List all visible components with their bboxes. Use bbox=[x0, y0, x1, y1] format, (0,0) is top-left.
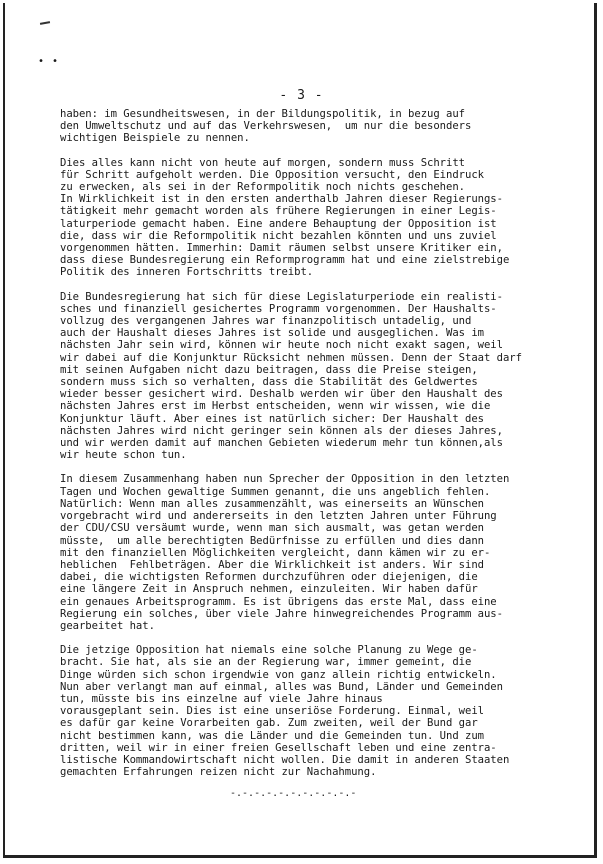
text-line: vorausgeplant sein. Dies ist eine unseriöse Forderung. Einmal, weil bbox=[60, 705, 484, 718]
text-line: wir heute schon tun. bbox=[60, 449, 187, 462]
text-line: die, dass wir die Reformpolitik nicht bezahlen könnten und uns zuviel bbox=[60, 229, 497, 242]
text-line: nächsten Jahr sein wird, können wir heute noch nicht exakt sagen, weil bbox=[60, 339, 503, 352]
text-line: wieder besser gesichert wird. Deshalb werden wir über den Haushalt des bbox=[60, 388, 503, 401]
text-line: Natürlich: Wenn man alles zusammenzählt, was einerseits an Wünschen bbox=[60, 497, 484, 510]
text-line: Politik des inneren Fortschritts treibt. bbox=[60, 266, 314, 279]
text-line: dritten, weil wir in einer freien Gesellschaft leben und eine zentra- bbox=[60, 741, 497, 754]
text-line: müsste, um alle berechtigten Bedürfnisse zu erfüllen und dies dann bbox=[60, 534, 484, 547]
text-line: vorgenommen hätten. Immerhin: Damit räumen selbst unsere Kritiker ein, bbox=[60, 242, 503, 255]
text-line: sondern muss sich so verhalten, dass die Stabilität des Geldwertes bbox=[60, 376, 478, 389]
text-line: sches und finanziell gesichertes Programm vorgenommen. Der Haushalts- bbox=[60, 302, 497, 315]
footer-separator: -.-.-.-.-.-.-.-.-.-.- bbox=[230, 788, 357, 799]
text-line: ein genaues Arbeitsprogramm. Es ist übrigens das erste Mal, dass eine bbox=[60, 595, 497, 608]
paragraph-2 bbox=[60, 157, 580, 279]
text-line: dabei, die wichtigsten Reformen durchzuführen oder diejenigen, die bbox=[60, 571, 478, 584]
text-line: nächsten Jahres wird nicht geringer sein können als der dieses Jahres, bbox=[60, 424, 503, 437]
text-line: dass diese Bundesregierung ein Reformprogramm hat und eine zielstrebige bbox=[60, 254, 510, 267]
text-line: nächsten Jahres erst im Herbst entscheiden, wenn wir wissen, wie die bbox=[60, 400, 491, 413]
text-line: vorgebracht wird und andererseits in den letzten Jahren unter Führung bbox=[60, 510, 497, 523]
text-line: wichtigen Beispiele zu nennen. bbox=[60, 132, 250, 145]
text-line: es dafür gar keine Vorarbeiten gab. Zum zweiten, weil der Bund gar bbox=[60, 717, 478, 730]
paragraph-5 bbox=[60, 644, 580, 778]
text-line: listische Kommandowirtschaft nicht wollen. Die damit in anderen Staaten bbox=[60, 753, 510, 766]
text-line: den Umweltschutz und auf das Verkehrswesen, um nur die besonders bbox=[60, 120, 472, 133]
text-line: haben: im Gesundheitswesen, in der Bildungspolitik, in bezug auf bbox=[60, 108, 465, 120]
text-line: Konjunktur läuft. Aber eines ist natürlich sicher: Der Haushalt des bbox=[60, 412, 484, 425]
text-line: gemachten Erfahrungen reizen nicht zur Nachahmung. bbox=[60, 766, 377, 779]
margin-dots: • • bbox=[38, 56, 60, 67]
text-line: eine längere Zeit in Anspruch nehmen, einzuleiten. Wir haben dafür bbox=[60, 583, 478, 596]
text-line: Dinge würden sich schon irgendwie von ganz allein richtig entwickeln. bbox=[60, 668, 497, 681]
text-line: zu erwecken, als sei in der Reformpolitik noch nichts geschehen. bbox=[60, 181, 465, 194]
text-line: mit seinen Aufgaben nicht dazu beitragen, dass die Preise steigen, bbox=[60, 363, 478, 376]
text-line: für Schritt aufgeholt werden. Die Opposition versucht, den Eindruck bbox=[60, 168, 484, 181]
text-line: In diesem Zusammenhang haben nun Sprecher der Opposition in den letzten bbox=[60, 473, 510, 486]
text-line: nicht bestimmen kann, was die Länder und die Gemeinden tun. Und zum bbox=[60, 729, 484, 742]
text-line: tun, müsste bis ins einzelne auf viele Jahre hinaus bbox=[60, 692, 383, 705]
text-line: tätigkeit mehr gemacht worden als frühere Regierungen in einer Legis- bbox=[60, 205, 497, 218]
page-number: - 3 - bbox=[279, 88, 324, 103]
text-line: Tagen und Wochen gewaltige Summen genannt, die uns angeblich fehlen. bbox=[60, 485, 491, 498]
text-line: bracht. Sie hat, als sie an der Regierung war, immer gemeint, die bbox=[60, 656, 472, 669]
text-line: Die jetzige Opposition hat niemals eine solche Planung zu Wege ge- bbox=[60, 644, 478, 657]
text-line: Nun aber verlangt man auf einmal, alles was Bund, Länder und Gemeinden bbox=[60, 680, 503, 693]
text-line: Die Bundesregierung hat sich für diese Legislaturperiode ein realisti- bbox=[60, 290, 503, 303]
text-line: heblichen Fehlbeträgen. Aber die Wirklichkeit ist anders. Wir sind bbox=[60, 558, 484, 571]
text-line: vollzug des vergangenen Jahres war finanzpolitisch untadelig, und bbox=[60, 315, 472, 328]
text-line: Dies alles kann nicht von heute auf morgen, sondern muss Schritt bbox=[60, 156, 465, 169]
text-line: und wir werden damit auf manchen Gebieten wiederum mehr tun können,als bbox=[60, 437, 503, 450]
text-line: In Wirklichkeit ist in den ersten anderthalb Jahren dieser Regierungs- bbox=[60, 193, 503, 206]
text-line: laturperiode gemacht haben. Eine andere Behauptung der Opposition ist bbox=[60, 217, 497, 230]
paragraph-4 bbox=[60, 473, 580, 632]
text-line: der CDU/CSU versäumt wurde, wenn man sich ausmalt, was getan werden bbox=[60, 522, 484, 535]
paragraph-3 bbox=[60, 291, 580, 462]
text-line: gearbeitet hat. bbox=[60, 619, 155, 632]
text-line: Regierung ein solches, über viele Jahre hinwegreichendes Programm aus- bbox=[60, 607, 503, 620]
paragraph-1 bbox=[60, 108, 580, 145]
text-line: mit den finanziellen Möglichkeiten vergleicht, dann kämen wir zu er- bbox=[60, 546, 491, 559]
text-line: auch der Haushalt dieses Jahres ist solide und ausgeglichen. Was im bbox=[60, 327, 484, 340]
text-line: wir dabei auf die Konjunktur Rücksicht nehmen müssen. Denn der Staat darf bbox=[60, 351, 522, 364]
document-body bbox=[60, 108, 580, 790]
